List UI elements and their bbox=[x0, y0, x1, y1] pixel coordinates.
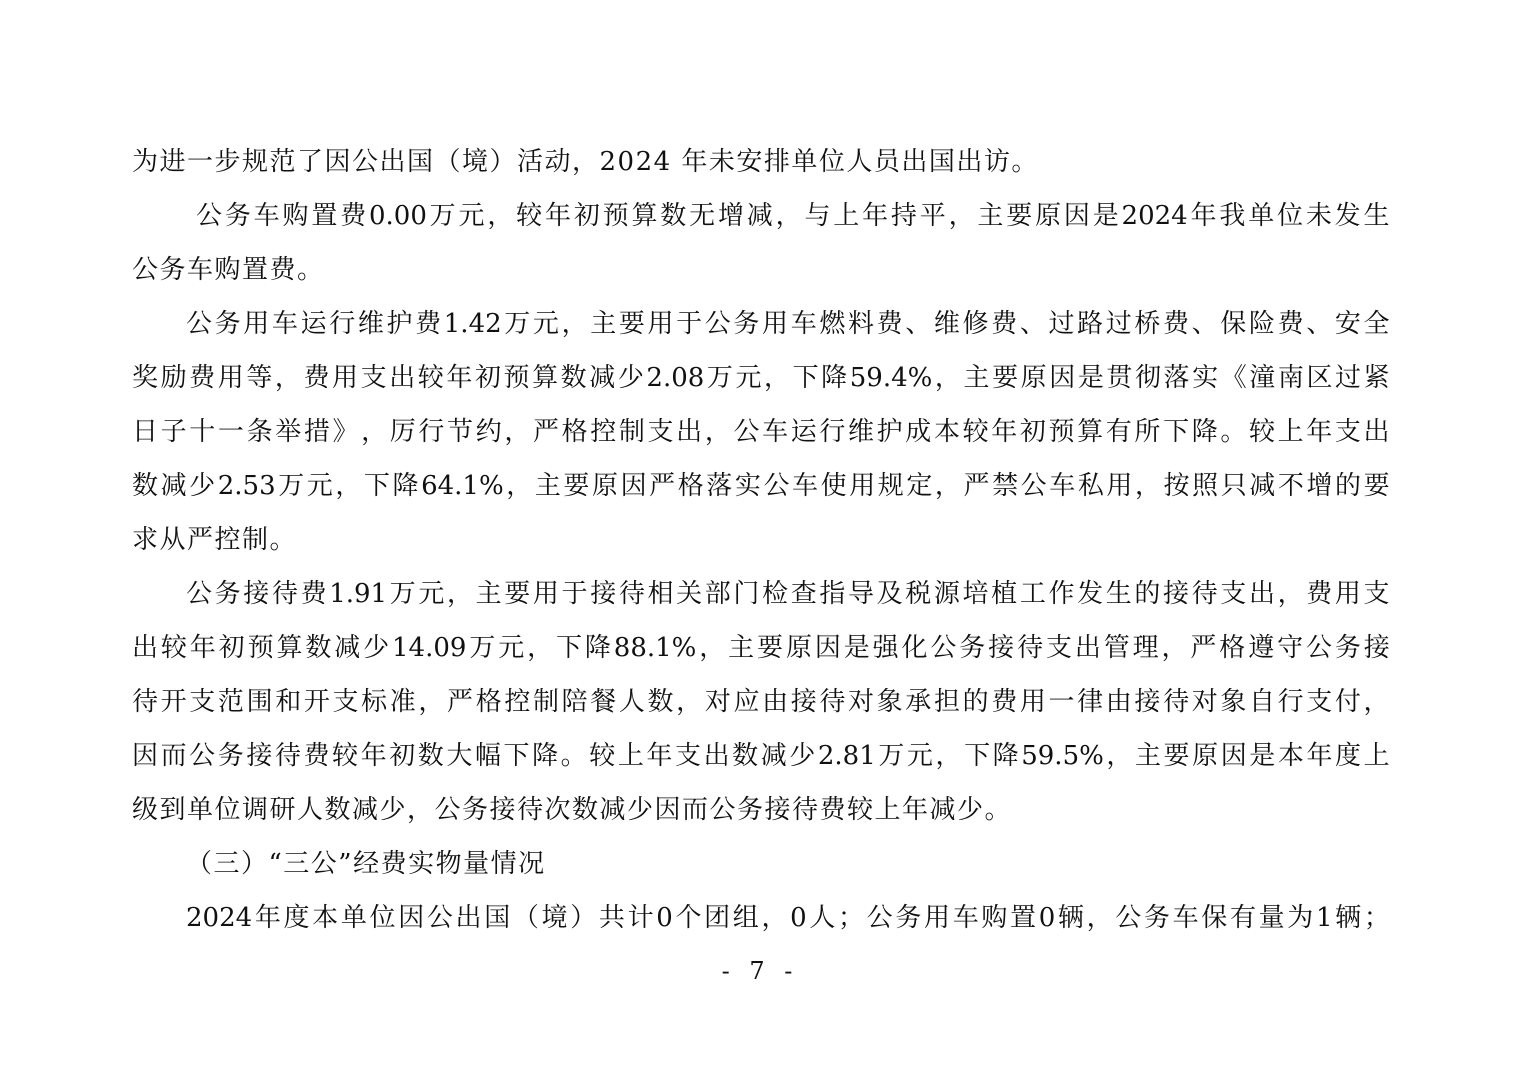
page-number: - 7 - bbox=[721, 957, 799, 985]
section-heading: （三）“三公”经费实物量情况 bbox=[186, 849, 546, 879]
text-line-11: 待 开 支 范 围 和 开 支 标 准 ， 严 格 控 制 陪 餐 人 数 ， 对 应 由 接 待 对 象 承 担 的 费 用 一 律 由 接 待 对 象 自 行 支 付 ， bbox=[132, 687, 1390, 717]
text-line-6: 日 子 十 一 条 举 措 》 ， 厉 行 节 约 ， 严 格 控 制 支 出 ， 公 车 运 行 维 护 成 本 较 年 初 预 算 有 所 下 降 。 较 上 年 支 出 bbox=[132, 417, 1390, 447]
text-line-8: 求从严控制。 bbox=[132, 525, 298, 555]
text-line-13: 级到单位调研人数减少，公务接待次数减少因而公务接待费较上年减少。 bbox=[132, 795, 1013, 825]
text-line-5: 奖 励 费 用 等 ， 费 用 支 出 较 年 初 预 算 数 减 少 2.08 万 元 ， 下 降 59.4% ， 主 要 原 因 是 贯 彻 落 实 《 潼 南 区 过 紧 bbox=[132, 363, 1390, 393]
text-line-1: 为进一步规范了因公出国（境）活动，2024 年未安排单位人员出国出访。 bbox=[132, 147, 1039, 177]
text-line-15: 2024 年 度 本 单 位 因 公 出 国 （ 境 ） 共 计 0 个 团 组 ， 0 人 ； 公 务 用 车 购 置 0 辆 ， 公 务 车 保 有 量 为 1 辆 ； bbox=[186, 903, 1390, 933]
text-line-3: 公务车购置费。 bbox=[132, 255, 325, 285]
text-line-7: 数 减 少 2.53 万 元 ， 下 降 64.1% ， 主 要 原 因 严 格 落 实 公 车 使 用 规 定 ， 严 禁 公 车 私 用 ， 按 照 只 减 不 增 的 要 bbox=[132, 471, 1390, 501]
text-line-2: 公 务 车 购 置 费 0.00 万 元 ， 较 年 初 预 算 数 无 增 减 ， 与 上 年 持 平 ， 主 要 原 因 是 2024 年 我 单 位 未 发 生 bbox=[196, 201, 1390, 231]
text-line-10: 出 较 年 初 预 算 数 减 少 14.09 万 元 ， 下 降 88.1% ， 主 要 原 因 是 强 化 公 务 接 待 支 出 管 理 ， 严 格 遵 守 公 务 接 bbox=[132, 633, 1390, 663]
text-line-12: 因 而 公 务 接 待 费 较 年 初 数 大 幅 下 降 。 较 上 年 支 出 数 减 少 2.81 万 元 ， 下 降 59.5% ， 主 要 原 因 是 本 年 度 上 bbox=[132, 741, 1390, 771]
text-line-4: 公 务 用 车 运 行 维 护 费 1.42 万 元 ， 主 要 用 于 公 务 用 车 燃 料 费 、 维 修 费 、 过 路 过 桥 费 、 保 险 费 、 安 全 bbox=[186, 309, 1390, 339]
text-line-9: 公 务 接 待 费 1.91 万 元 ， 主 要 用 于 接 待 相 关 部 门 检 查 指 导 及 税 源 培 植 工 作 发 生 的 接 待 支 出 ， 费 用 支 bbox=[186, 579, 1390, 609]
